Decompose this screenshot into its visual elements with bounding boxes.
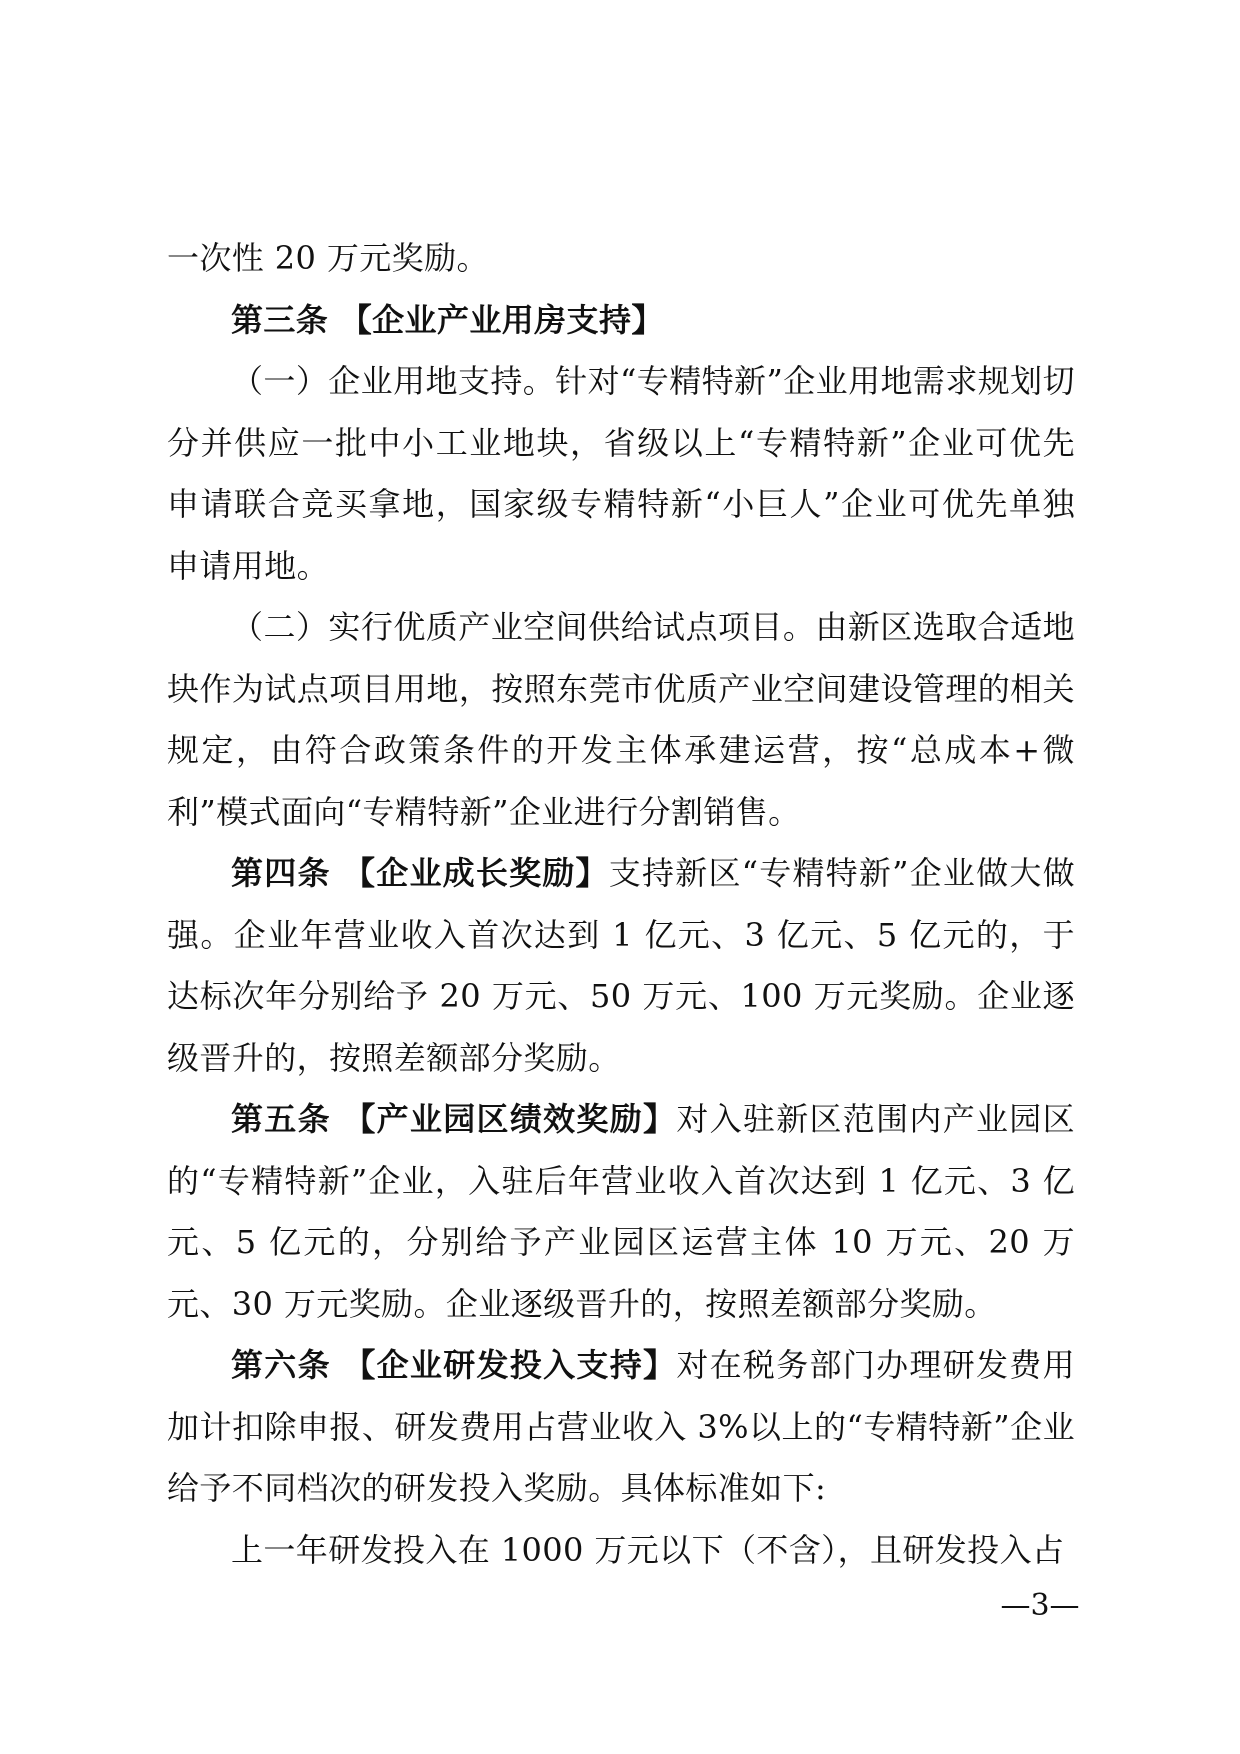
paragraph-text: （二）实行优质产业空间供给试点项目。由新区选取合适地块作为试点项目用地，按照东莞市优质产业空间建设管理的相关规定，由符合政策条件的开发主体承建运营，按“总成本+微利”模式面向“专精特新”企业进行分割销售。 <box>167 608 1075 831</box>
paragraph-text: 支持新区“专精特新”企业做大做强。企业年营业收入首次达到 1 亿元、3 亿元、5 亿元的，于达标次年分别给予 20 万元、50 万元、100 万元奖励。企业逐级晋升的，按照差额部分奖励。 <box>167 854 1075 1077</box>
article-4-paragraph <box>167 843 1075 1089</box>
paragraph-text: 对在税务部门办理研发费用加计扣除申报、研发费用占营业收入 3%以上的“专精特新”企业给予不同档次的研发投入奖励。具体标准如下: <box>167 1346 1075 1507</box>
paragraph-text: 对入驻新区范围内产业园区的“专精特新”企业，入驻后年营业收入首次达到 1 亿元、3 亿元、5 亿元的，分别给予产业园区运营主体 10 万元、20 万元、30 万元奖励。企业逐级晋升的，按照差额部分奖励。 <box>167 1100 1075 1323</box>
paragraph-land-support <box>167 351 1075 597</box>
article-3-heading <box>167 290 1075 352</box>
paragraph-rd-standard <box>167 1520 1075 1582</box>
page-number: —3— <box>1000 1588 1080 1623</box>
article-6-paragraph <box>167 1335 1075 1520</box>
paragraph-text: 上一年研发投入在 1000 万元以下（不含），且研发投入占 <box>231 1530 1065 1569</box>
paragraph-text: （一）企业用地支持。针对“专精特新”企业用地需求规划切分并供应一批中小工业地块，省级以上“专精特新”企业可优先申请联合竞买拿地，国家级专精特新“小巨人”企业可优先单独申请用地。 <box>167 362 1075 585</box>
article-heading: 第四条 【企业成长奖励】 <box>231 854 609 892</box>
paragraph-text: 一次性 20 万元奖励。 <box>167 239 489 277</box>
article-heading: 第五条 【产业园区绩效奖励】 <box>231 1100 677 1138</box>
article-heading: 第六条 【企业研发投入支持】 <box>231 1346 677 1384</box>
article-heading: 第三条 【企业产业用房支持】 <box>231 300 664 339</box>
paragraph-pilot-project <box>167 597 1075 843</box>
paragraph-award-continuation <box>167 228 1075 290</box>
article-5-paragraph <box>167 1089 1075 1335</box>
document-body <box>167 228 1075 1581</box>
